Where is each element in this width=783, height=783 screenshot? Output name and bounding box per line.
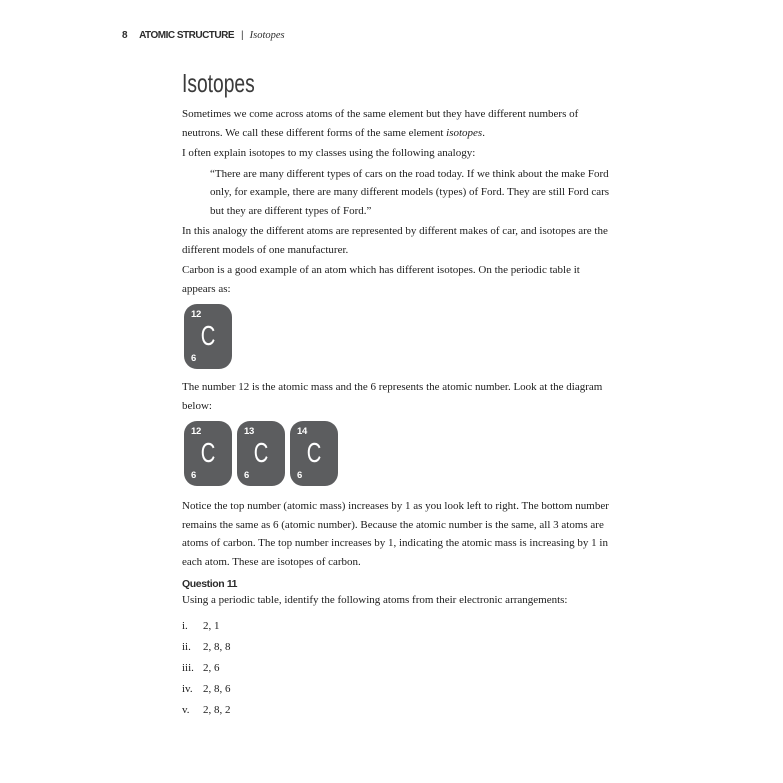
list-item-numeral: iii. bbox=[182, 661, 194, 674]
analogy-lead-paragraph: I often explain isotopes to my classes using the following analogy: bbox=[182, 147, 476, 159]
element-symbol: C bbox=[200, 319, 216, 351]
carbon-tile-figure bbox=[184, 304, 612, 369]
question-heading: Question 11 bbox=[182, 578, 238, 590]
atomic-mass-paragraph: The number 12 is the atomic mass and the 6 represents the atomic number. Look at the diagram below: bbox=[182, 381, 603, 412]
isotopes-summary-paragraph: Notice the top number (atomic mass) increases by 1 as you look left to right. The bottom number remains the same as 6 (atomic number). Because the atomic number is the same, all 3 atoms are atoms of carbon. The top number increases by 1, indicating the atomic mass is increasing by 1 in each atom. These are isotopes of carbon. bbox=[182, 500, 609, 568]
question-intro: Using a periodic table, identify the following atoms from their electronic arrangements: bbox=[182, 594, 568, 606]
atomic-number-label: 6 bbox=[297, 470, 302, 481]
intro-text-end: . bbox=[482, 126, 485, 139]
isotope-tiles-figure bbox=[184, 421, 612, 486]
header-separator: | bbox=[241, 30, 244, 41]
analogy-explanation-paragraph: In this analogy the different atoms are represented by different makes of car, and isotopes are the different models of one manufacturer. bbox=[182, 225, 608, 256]
list-item-numeral: v. bbox=[182, 703, 190, 716]
page-title: Isotopes bbox=[182, 68, 255, 98]
list-item bbox=[182, 680, 612, 699]
list-item-numeral: ii. bbox=[182, 640, 191, 653]
main-content bbox=[182, 70, 612, 722]
chapter-title: ATOMIC STRUCTURE bbox=[139, 30, 235, 41]
atomic-mass-label: 12 bbox=[191, 426, 201, 437]
list-item bbox=[182, 638, 612, 657]
element-symbol: C bbox=[200, 436, 216, 468]
element-tile-carbon-14 bbox=[290, 421, 338, 486]
electron-arrangement: 2, 8, 8 bbox=[203, 640, 231, 653]
page-number: 8 bbox=[122, 30, 128, 41]
atomic-number-label: 6 bbox=[244, 470, 249, 481]
element-tile-carbon-13 bbox=[237, 421, 285, 486]
atomic-number-label: 6 bbox=[191, 353, 196, 364]
element-symbol: C bbox=[253, 436, 269, 468]
running-header bbox=[122, 30, 285, 41]
electron-arrangement: 2, 6 bbox=[203, 661, 220, 674]
atomic-mass-label: 13 bbox=[244, 426, 254, 437]
element-symbol: C bbox=[306, 436, 322, 468]
list-item bbox=[182, 659, 612, 678]
atomic-mass-label: 14 bbox=[297, 426, 307, 437]
list-item-numeral: i. bbox=[182, 619, 188, 632]
analogy-quote: “There are many different types of cars on the road today. If we think about the make Ford only, for example, there are many different models (types) of Ford. They are still Ford cars but they are different types of Ford.” bbox=[210, 167, 610, 217]
intro-text: Sometimes we come across atoms of the same element but they have different numbers of neutrons. We call these different forms of the same element bbox=[182, 108, 579, 139]
list-item bbox=[182, 701, 612, 720]
electron-arrangement: 2, 1 bbox=[203, 619, 220, 632]
atomic-mass-label: 12 bbox=[191, 309, 201, 320]
list-item bbox=[182, 617, 612, 636]
electron-arrangement: 2, 8, 2 bbox=[203, 703, 231, 716]
intro-paragraph bbox=[182, 105, 612, 142]
section-subtitle: Isotopes bbox=[249, 30, 285, 41]
list-item-numeral: iv. bbox=[182, 682, 193, 695]
atomic-number-label: 6 bbox=[191, 470, 196, 481]
isotopes-italic-term: isotopes bbox=[446, 126, 483, 139]
question-list bbox=[182, 617, 612, 720]
electron-arrangement: 2, 8, 6 bbox=[203, 682, 231, 695]
carbon-example-paragraph: Carbon is a good example of an atom which has different isotopes. On the periodic table it appears as: bbox=[182, 264, 580, 295]
element-tile-carbon-12 bbox=[184, 421, 232, 486]
element-tile-carbon-12 bbox=[184, 304, 232, 369]
